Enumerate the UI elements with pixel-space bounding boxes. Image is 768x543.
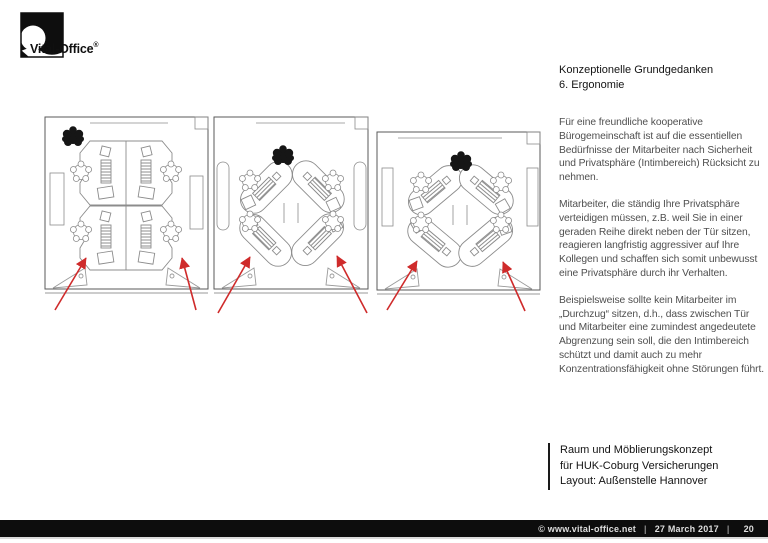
chair-icon xyxy=(239,211,260,232)
project-info-block xyxy=(548,443,768,490)
sideboard xyxy=(527,168,538,226)
room-1-plan xyxy=(45,117,208,310)
floorplans-drawing xyxy=(40,110,552,322)
red-arrow-icon xyxy=(387,261,417,310)
chair-icon xyxy=(410,212,431,233)
sideboard xyxy=(382,168,393,226)
wall-niche xyxy=(527,132,540,144)
chair-icon xyxy=(239,170,260,191)
chair-icon xyxy=(322,170,343,191)
wall-niche xyxy=(195,117,208,129)
footer-separator: | xyxy=(643,523,647,534)
wall-niche xyxy=(355,117,368,129)
red-arrow-icon xyxy=(218,257,250,313)
title-line-1: Konzeptionelle Grundgedanken xyxy=(559,64,714,76)
floorplans xyxy=(40,110,552,322)
chair-icon xyxy=(490,172,511,193)
project-line-2: für HUK-Coburg Versicherungen xyxy=(560,459,719,472)
vital-office-logo xyxy=(20,12,200,64)
footer-separator: | xyxy=(726,523,730,534)
footer-bar xyxy=(0,520,768,537)
desk-bench-group xyxy=(80,141,172,205)
chair-icon xyxy=(410,172,431,193)
footer-date: 27 March 2017 xyxy=(654,523,719,534)
body-text xyxy=(559,116,764,390)
door-swing xyxy=(166,268,200,288)
page-bottom-edge xyxy=(0,537,768,539)
plant-icon xyxy=(62,126,84,146)
registered-mark: ® xyxy=(93,42,99,49)
desk-bench-group xyxy=(80,206,172,270)
sideboard xyxy=(190,176,203,229)
project-line-1: Raum und Möblierungskonzept xyxy=(560,444,713,456)
title-line-2: 6. Ergonomie xyxy=(559,79,625,91)
sideboard xyxy=(50,173,64,225)
door-swing xyxy=(498,269,532,289)
footer-copyright: © www.vital-office.net xyxy=(538,523,636,534)
door-swing xyxy=(222,268,256,288)
footer-page-number: 20 xyxy=(743,523,754,534)
paragraph-2: Mitarbeiter, die ständig Ihre Privatsphäre verteidigen müssen, z.B. weil Sie in einer geraden Reihe direkt neben der Tür sitzen, reagieren langfristig aggressiver auf Ihre Kollegen und schaffen sich somit unbewusst eine Privatsphäre durch ihr Verhalten. xyxy=(559,198,758,279)
paragraph-1: Für eine freundliche kooperative Bürogemeinschaft ist auf die essentiellen Bedürfnisse der Mitarbeiter nach Sicherheit und Privatsphäre (Intimbereich) Rücksicht zu nehmen. xyxy=(559,117,760,184)
red-arrow-icon xyxy=(337,256,367,313)
plant-icon xyxy=(450,151,472,171)
chair-icon xyxy=(490,212,511,233)
logo-text: Vital-Office xyxy=(30,42,94,56)
paragraph-3: Beispielsweise sollte kein Mitarbeiter im „Durchzug“ sitzen, d.h., dass zwischen Tür und Mitarbeiter eine zumindest angedeutete Abgrenzung sein soll, die den Intimbereich schützt und damit auch zu mehr Konzentrationsfähigkeit ohne Störungen führt. xyxy=(559,294,765,375)
room-3-plan xyxy=(377,132,540,311)
logo-wordmark xyxy=(30,42,98,56)
plant-icon xyxy=(272,145,294,165)
sideboard xyxy=(354,162,366,230)
room-2-plan xyxy=(214,117,368,313)
door-swing xyxy=(326,268,360,288)
project-line-3: Layout: Außenstelle Hannover xyxy=(560,475,708,487)
page-title xyxy=(559,63,761,93)
sideboard xyxy=(217,162,229,230)
